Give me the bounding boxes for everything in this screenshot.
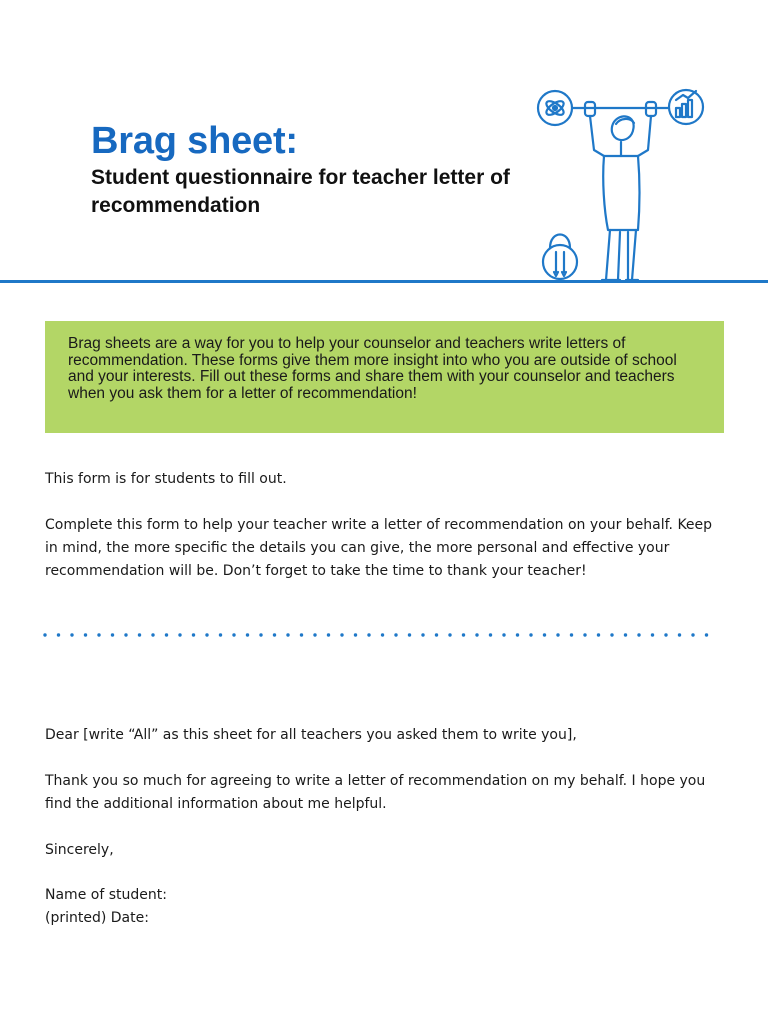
divider-dot <box>367 633 370 636</box>
divider-dot <box>124 633 127 636</box>
divider-dot <box>111 633 114 636</box>
letter-closing: Sincerely, <box>45 842 114 858</box>
kettlebell-pencil-icon <box>543 245 577 279</box>
intro-text: Brag sheets are a way for you to help your counselor and teachers write letters of recommendation. These forms give them more insight into who you are outside of school and your interests. Fill out these forms and share them with your counselor and teachers when you ask them for a letter of recommendation! <box>68 335 677 402</box>
divider-dot <box>97 633 100 636</box>
divider-dot <box>151 633 154 636</box>
divider-dot <box>205 633 208 636</box>
divider-dot <box>462 633 465 636</box>
divider-dot <box>570 633 573 636</box>
date-label: (printed) Date: <box>45 910 149 926</box>
divider-dot <box>583 633 586 636</box>
divider-dot <box>300 633 303 636</box>
divider-dot <box>556 633 559 636</box>
divider-dot <box>286 633 289 636</box>
divider-dot <box>610 633 613 636</box>
page-title: Brag sheet: <box>91 120 298 162</box>
divider-dot <box>475 633 478 636</box>
header-divider <box>0 280 768 283</box>
intro-callout <box>45 321 724 433</box>
divider-dot <box>408 633 411 636</box>
divider-dot <box>705 633 708 636</box>
divider-dot <box>178 633 181 636</box>
divider-dot <box>138 633 141 636</box>
instruction-line: This form is for students to fill out. <box>45 471 287 487</box>
divider-dot <box>637 633 640 636</box>
letter-greeting: Dear [write “All” as this sheet for all teachers you asked them to write you], <box>45 727 577 743</box>
divider-dot <box>327 633 330 636</box>
divider-dot <box>543 633 546 636</box>
divider-dot <box>219 633 222 636</box>
divider-dot <box>664 633 667 636</box>
divider-dot <box>624 633 627 636</box>
divider-dot <box>246 633 249 636</box>
letter-body: Thank you so much for agreeing to write a letter of recommendation on my behalf. I hope you find the additional information about me helpful. <box>45 773 706 812</box>
divider-dot <box>313 633 316 636</box>
divider-dot <box>381 633 384 636</box>
divider-dot <box>394 633 397 636</box>
divider-dot <box>691 633 694 636</box>
divider-dot <box>489 633 492 636</box>
divider-dot <box>678 633 681 636</box>
instruction-paragraph: Complete this form to help your teacher write a letter of recommendation on your behalf. Keep in mind, the more specific the details you can give, the more personal and effective your recommendation will be. Don’t forget to take the time to thank your teacher! <box>45 517 713 579</box>
divider-dot <box>259 633 262 636</box>
divider-dot <box>354 633 357 636</box>
student-name-label: Name of student: <box>45 887 167 903</box>
dotted-divider <box>40 628 730 642</box>
divider-dot <box>340 633 343 636</box>
divider-dot <box>435 633 438 636</box>
divider-dot <box>43 633 46 636</box>
divider-dot <box>421 633 424 636</box>
page-subtitle: Student questionnaire for teacher letter of recommendation <box>91 166 510 217</box>
divider-dot <box>84 633 87 636</box>
divider-dot <box>516 633 519 636</box>
divider-dot <box>529 633 532 636</box>
divider-dot <box>597 633 600 636</box>
divider-dot <box>273 633 276 636</box>
divider-dot <box>192 633 195 636</box>
divider-dot <box>651 633 654 636</box>
divider-dot <box>70 633 73 636</box>
divider-dot <box>57 633 60 636</box>
person-lifting-barbell-icon <box>530 80 720 285</box>
divider-dot <box>448 633 451 636</box>
divider-dot <box>502 633 505 636</box>
divider-dot <box>165 633 168 636</box>
divider-dot <box>232 633 235 636</box>
